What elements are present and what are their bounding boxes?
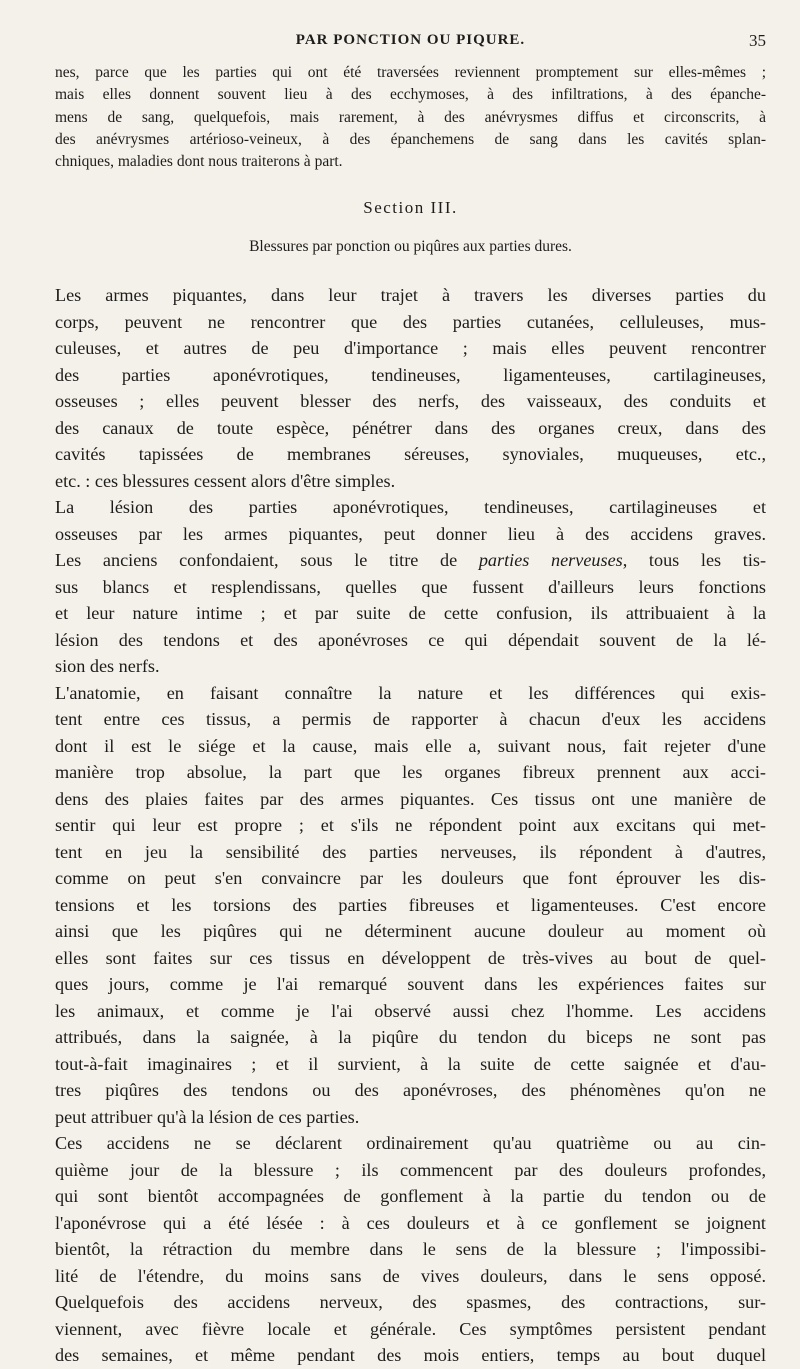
text-line: et leur nature intime ; et par suite de cette confusion, ils attribuaient à la: [55, 603, 766, 624]
text-line: sentir qui leur est propre ; et s'ils ne répondent point aux excitans qui met-: [55, 815, 766, 836]
text-line: comme on peut s'en convaincre par les douleurs que font éprouver les dis-: [55, 868, 766, 889]
paragraph-1: [55, 282, 766, 494]
text-line: sus blancs et resplendissans, quelles que fussent d'ailleurs leurs fonctions: [55, 576, 766, 597]
text-line: peut attribuer qu'à la lésion de ces parties.: [55, 1106, 360, 1127]
text-line: lésion des tendons et des aponévroses ce qui dépendait souvent de la lé-: [55, 629, 766, 650]
running-head: [55, 32, 766, 62]
paragraph-2: [55, 494, 766, 680]
text-line: Ces accidens ne se déclarent ordinairement qu'au quatrième ou au cin-: [55, 1133, 766, 1154]
text-line: l'aponévrose qui a été lésée : à ces douleurs et à ce gonflement se joignent: [55, 1212, 766, 1233]
text-line: bientôt, la rétraction du membre dans le sens de la blessure ; l'impossibi-: [55, 1239, 766, 1260]
text-line: chniques, maladies dont nous traiterons à part.: [55, 153, 343, 171]
page-number: 35: [749, 31, 766, 50]
text-line: attribués, dans la saignée, à la piqûre du tendon du biceps ne sont pas: [55, 1027, 766, 1048]
text-line: des parties aponévrotiques, tendineuses, ligamenteuses, cartilagineuses,: [55, 364, 766, 385]
text-line: manière trop absolue, la part que les organes fibreux prennent aux acci-: [55, 762, 766, 783]
section-heading: Section III.: [363, 198, 458, 218]
text-line: tent en jeu la sensibilité des parties nerveuses, ils répondent à d'autres,: [55, 841, 766, 862]
text-line: lité de l'étendre, du moins sans de vives douleurs, dans le sens opposé.: [55, 1265, 766, 1286]
section-subtitle: Blessures par ponction ou piqûres aux parties dures.: [249, 238, 572, 256]
text-line: elles sont faites sur ces tissus en développent de très-vives au bout de quel-: [55, 947, 766, 968]
text-fragment: , tous les tis-: [622, 550, 767, 571]
text-line: des anévrysmes artérioso-veineux, à des épanchemens de sang dans les cavités splan-: [55, 130, 766, 148]
text-line: viennent, avec fièvre locale et générale. Ces symptômes persistent pendant: [55, 1318, 766, 1339]
paragraph-4: [55, 1130, 766, 1369]
text-line: des canaux de toute espèce, pénétrer dans des organes creux, dans des: [55, 417, 766, 438]
paragraph-3: [55, 680, 766, 1131]
running-title: PAR PONCTION OU PIQURE.: [295, 32, 526, 48]
text-line: osseuses ; elles peuvent blesser des nerfs, des vaisseaux, des conduits et: [55, 391, 766, 412]
text-line: L'anatomie, en faisant connaître la nature et les différences qui exis-: [55, 682, 766, 703]
text-line: sion des nerfs.: [55, 656, 160, 677]
text-line: dens des plaies faites par des armes piquantes. Ces tissus ont une manière de: [55, 788, 766, 809]
text-line: ques jours, comme je l'ai remarqué souvent dans les expériences faites sur: [55, 974, 766, 995]
text-line: osseuses par les armes piquantes, peut donner lieu à des accidens graves.: [55, 523, 766, 544]
text-line: qui sont bientôt accompagnées de gonflement à la partie du tendon ou de: [55, 1186, 766, 1207]
text-line: tent entre ces tissus, a permis de rapporter à chacun d'eux les accidens: [55, 709, 766, 730]
text-fragment: Les anciens confondaient, sous le titre de: [55, 550, 458, 571]
text-line: mens de sang, quelquefois, mais rarement, à des anévrysmes diffus et circonscrits, à: [55, 108, 766, 126]
text-line: La lésion des parties aponévrotiques, tendineuses, cartilagineuses et: [55, 497, 766, 518]
text-line: quième jour de la blessure ; ils commencent par des douleurs profondes,: [55, 1159, 766, 1180]
text-line: Les armes piquantes, dans leur trajet à travers les diverses parties du: [55, 285, 766, 306]
text-line: nes, parce que les parties qui ont été traversées reviennent promptement sur elles-mêmes ;: [55, 64, 766, 81]
text-line: etc. : ces blessures cessent alors d'être simples.: [55, 470, 396, 491]
text-line: tout-à-fait imaginaires ; et il survient, à la suite de cette saignée et d'au-: [55, 1053, 766, 1074]
body-text: [55, 282, 766, 1369]
intro-paragraph: [55, 62, 766, 173]
text-line: des semaines, et même pendant des mois entiers, temps au bout duquel: [55, 1345, 766, 1366]
text-line: dont il est le siége et la cause, mais elle a, suivant nous, fait rejeter d'une: [55, 735, 766, 756]
text-line: mais elles donnent souvent lieu à des ecchymoses, à des infiltrations, à des épanche-: [55, 86, 766, 104]
text-line: culeuses, et autres de peu d'importance ; mais elles peuvent rencontrer: [55, 338, 766, 359]
text-line: les animaux, et comme je l'ai observé aussi chez l'homme. Les accidens: [55, 1000, 766, 1021]
text-line: corps, peuvent ne rencontrer que des parties cutanées, celluleuses, mus-: [55, 311, 766, 332]
text-line: Quelquefois des accidens nerveux, des spasmes, des contractions, sur-: [55, 1292, 766, 1313]
text-line: ainsi que les piqûres qui ne déterminent aucune douleur au moment où: [55, 921, 766, 942]
text-line: tensions et les torsions des parties fibreuses et ligamenteuses. C'est encore: [55, 894, 766, 915]
text-line: tres piqûres des tendons ou des aponévroses, des phénomènes qu'on ne: [55, 1080, 766, 1101]
text-line: cavités tapissées de membranes séreuses, synoviales, muqueuses, etc.,: [55, 444, 766, 465]
text-line-with-italic: [55, 547, 766, 574]
italic-term: parties nerveuses: [478, 550, 623, 571]
